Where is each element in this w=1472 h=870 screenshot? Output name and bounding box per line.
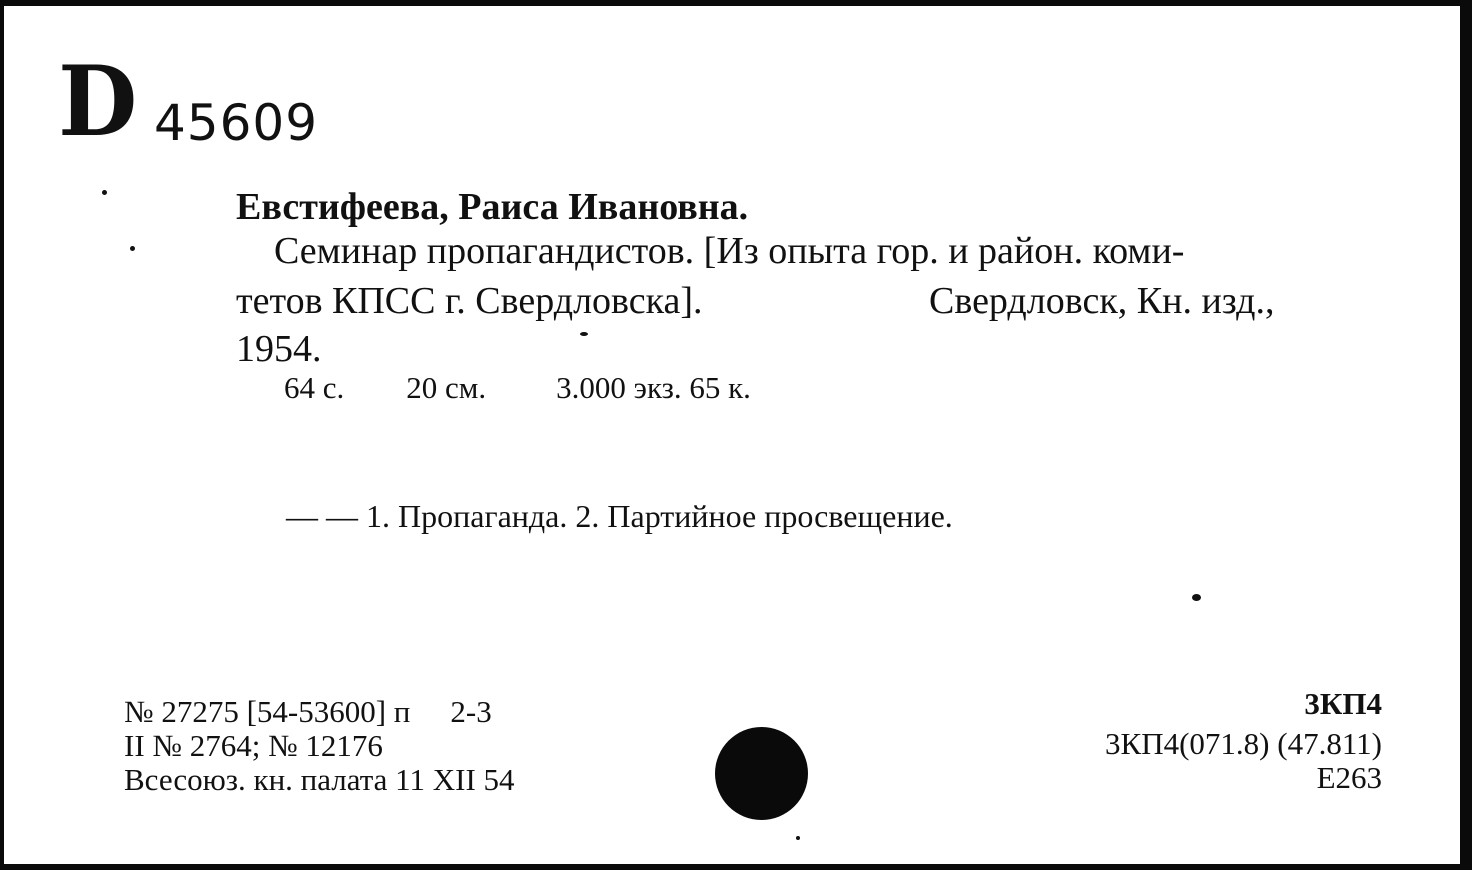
publisher: Свердловск, Кн. изд.,	[929, 280, 1275, 322]
registry-number-line: II № 2764; № 12176	[124, 728, 383, 763]
collation-line	[284, 372, 751, 403]
size: 20 см.	[406, 370, 487, 405]
title-line-1: Семинар пропагандистов. [Из опыта гор. и район. коми-	[274, 230, 1185, 272]
ink-speck	[796, 836, 800, 840]
author-heading: Евстифеева, Раиса Ивановна.	[236, 186, 749, 228]
ink-speck	[102, 190, 107, 195]
pages: 64 с.	[284, 370, 345, 405]
record-number-extra: 2-3	[450, 694, 492, 729]
classification-main: 3КП4	[1304, 686, 1382, 721]
call-letter: D	[58, 45, 138, 158]
print-run-price: 3.000 экз. 65 к.	[556, 370, 751, 405]
ink-speck	[130, 246, 135, 251]
ink-speck	[1192, 594, 1201, 601]
ink-speck	[580, 332, 588, 336]
chamber-line: Всесоюз. кн. палата 11 XII 54	[124, 762, 515, 797]
author-mark: Е263	[1316, 760, 1382, 795]
call-number: 45609	[154, 94, 319, 152]
title-line-2: тетов КПСС г. Свердловска].	[236, 280, 703, 322]
publication-year: 1954.	[236, 328, 322, 370]
punch-hole	[715, 727, 808, 820]
classification-detail: 3КП4(071.8) (47.811)	[1105, 726, 1382, 761]
record-number: № 27275 [54-53600] п	[124, 694, 411, 729]
record-number-line	[124, 696, 492, 727]
subject-headings: — — 1. Пропаганда. 2. Партийное просвещение.	[286, 498, 953, 534]
